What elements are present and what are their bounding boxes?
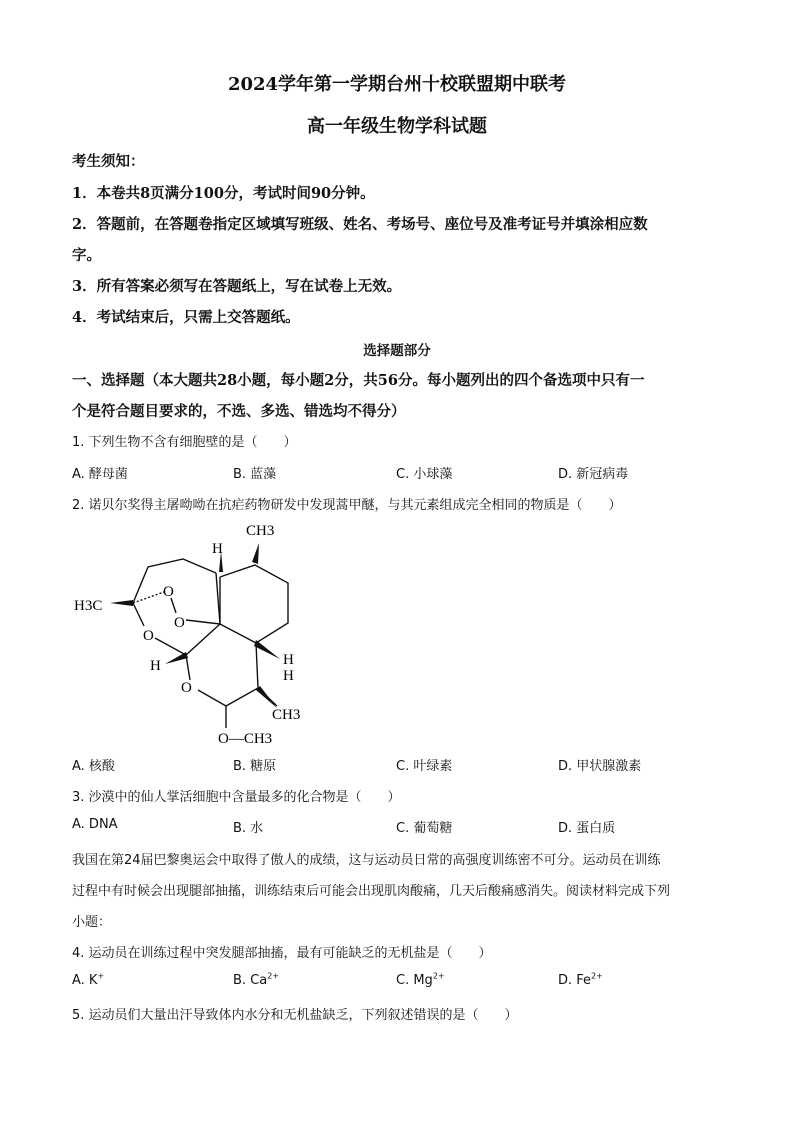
- reading-passage-line: 过程中有时候会出现腿部抽搐，训练结束后可能会出现肌肉酸痛，几天后酸痛感消失。阅读材料完成下列: [72, 884, 671, 899]
- section-intro: 个是符合题目要求的，不选、多选、错选均不得分）: [72, 403, 406, 420]
- label-ch3-right: CH3: [272, 707, 301, 723]
- notice-heading: 考生须知：: [72, 153, 145, 170]
- question-4-option-c: C. $Mg^{2+}$: [396, 971, 445, 988]
- question-1-option-a: A. 酵母菌: [72, 467, 128, 482]
- question-2-option-b: B. 糖原: [233, 759, 277, 774]
- question-4-option-b: B. $Ca^{2+}$: [233, 971, 280, 988]
- reading-passage-line: 小题：: [72, 915, 112, 930]
- question-2-option-d: D. 甲状腺激素: [558, 759, 642, 774]
- question-3-option-c: C. 葡萄糖: [396, 821, 453, 836]
- question-3-option-b: B. 水: [233, 821, 264, 836]
- label-ring-o4: O: [181, 680, 192, 696]
- artemether-structure-diagram: [60, 512, 330, 750]
- question-3-stem: 3. 沙漠中的仙人掌活细胞中含量最多的化合物是（ ）: [72, 790, 401, 805]
- label-ring-o3: O: [143, 628, 154, 644]
- notice-item: 1．本卷共8页满分100分，考试时间90分钟。: [72, 185, 375, 202]
- label-h-top: H: [212, 541, 223, 557]
- question-4-option-a: A. K+: [72, 971, 105, 988]
- label-h-right1: H: [283, 652, 294, 668]
- question-2-option-a: A. 核酸: [72, 759, 115, 774]
- reading-passage-line: 我国在第24届巴黎奥运会中取得了傲人的成绩，这与运动员日常的高强度训练密不可分。运动员在训练: [72, 853, 661, 868]
- label-och3: O—CH3: [218, 731, 273, 747]
- section-title: 选择题部分: [363, 343, 431, 359]
- question-2-stem: 2. 诺贝尔奖得主屠呦呦在抗疟药物研发中发现蒿甲醚，与其元素组成完全相同的物质是（ ）: [72, 498, 622, 513]
- question-2-option-c: C. 叶绿素: [396, 759, 453, 774]
- question-1-option-d: D. 新冠病毒: [558, 467, 629, 482]
- label-h-left: H: [150, 658, 161, 674]
- question-1-option-b: B. 蓝藻: [233, 467, 277, 482]
- notice-item: 4．考试结束后，只需上交答题纸。: [72, 309, 300, 326]
- question-4-stem: 4. 运动员在训练过程中突发腿部抽搐，最有可能缺乏的无机盐是（ ）: [72, 946, 492, 961]
- question-4-option-d: D. $Fe^{2+}$: [558, 971, 603, 988]
- label-peroxide-o2: O: [174, 615, 185, 631]
- label-peroxide-o1: O: [163, 584, 174, 600]
- notice-item: 3．所有答案必须写在答题纸上，写在试卷上无效。: [72, 278, 402, 295]
- exam-title: 2024学年第一学期台州十校联盟期中联考: [227, 74, 567, 95]
- notice-item: 字。: [72, 247, 101, 264]
- label-h3c-left: H3C: [74, 598, 103, 614]
- notice-item: 2．答题前，在答题卷指定区域填写班级、姓名、考场号、座位号及准考证号并填涂相应数: [72, 216, 648, 233]
- question-3-option-d: D. 蛋白质: [558, 821, 616, 836]
- label-ch3-top: CH3: [246, 523, 275, 539]
- question-1-option-c: C. 小球藻: [396, 467, 453, 482]
- question-5-stem: 5. 运动员们大量出汗导致体内水分和无机盐缺乏，下列叙述错误的是（ ）: [72, 1008, 518, 1023]
- section-intro: 一、选择题（本大题共28小题，每小题2分，共56分。每小题列出的四个备选项中只有一: [72, 372, 645, 389]
- label-h-right2: H: [283, 668, 294, 684]
- question-1-stem: 1. 下列生物不含有细胞壁的是（ ）: [72, 435, 297, 450]
- question-3-option-a: A. DNA: [72, 817, 118, 832]
- exam-subtitle: 高一年级生物学科试题: [307, 116, 487, 137]
